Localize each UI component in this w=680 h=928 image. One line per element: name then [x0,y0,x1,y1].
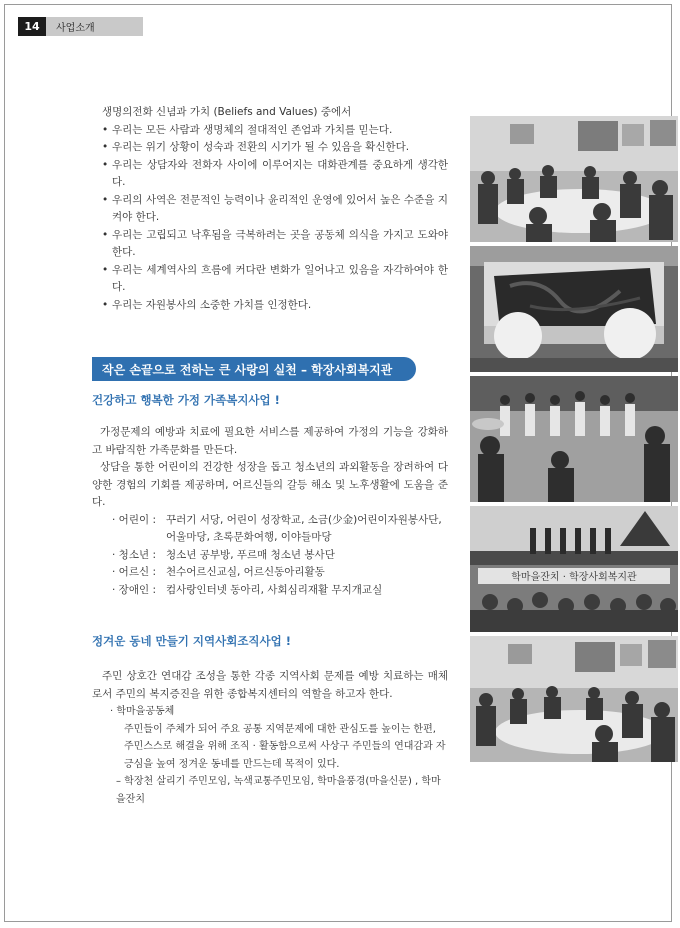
group-row [92,582,448,600]
photo-outdoor-group [470,376,678,502]
community-section [92,668,448,808]
section-banner: 작은 손끝으로 전하는 큰 사랑의 실천 – 학장사회복지관 [92,357,416,381]
family-section [92,424,448,599]
festival-banner-text: 학마을잔치 · 학장사회복지관 [511,572,637,583]
group-value: 꾸러기 서당, 어린이 성장학교, 소금(少金)어린이자원봉사단, 어울마당, 초록문화여행, 이야들마당 [166,513,442,543]
page-header [18,17,143,36]
photo-festival-stage [470,506,678,632]
family-para-1: 가정문제의 예방과 치료에 필요한 서비스를 제공하여 가정의 기능을 강화하고 바람직한 가족문화를 만든다. [92,426,448,456]
community-activities: – 학장천 살리기 주민모임, 녹색교통주민모임, 학마을풍경(마을신문) , 학마을잔치 [116,776,441,805]
group-label: · 장애인 : [112,583,156,596]
group-value: 천수어르신교실, 어르신동아리활동 [166,566,325,578]
group-value: 컴사랑인터넷 동아리, 사회심리재활 무지개교실 [166,583,383,596]
group-label: · 어린이 : [112,513,156,526]
group-label: · 청소년 : [112,548,156,561]
community-sub-body: 주민들이 주체가 되어 주요 공통 지역문제에 대한 관심도를 높이는 한편, 주민스스로 해결을 위해 조직 · 활동함으로써 사상구 주민들의 연대감과 자긍심을 높여 정겨운 동네를 만드는데 목적이 있다. [124,723,446,770]
photo-meeting-room [470,116,678,242]
photo-community-meeting [470,636,678,762]
values-intro: 생명의전화 신념과 가치 (Beliefs and Values) 중에서 [102,106,352,118]
community-para-1: 주민 상호간 연대감 조성을 통한 각종 지역사회 문제를 예방 치료하는 매체로서 주민의 복지증진을 위한 종합복지센터의 역할을 하고자 한다. [92,670,448,700]
list-item: • 우리는 위기 상황이 성숙과 전환의 시기가 될 수 있음을 확신한다. [92,139,448,157]
values-section [92,104,448,314]
list-item: • 우리는 상담자와 전화자 사이에 이루어지는 대화관계를 중요하게 생각한다. [92,157,448,192]
list-item: • 우리는 고립되고 낙후됨을 극복하려는 곳을 공동체 의식을 가지고 도와야 한다. [92,227,448,262]
group-label: · 어르신 : [112,566,156,578]
values-list [92,122,448,315]
group-row [92,547,448,565]
list-item: • 우리는 자원봉사의 소중한 가치를 인정한다. [92,297,448,315]
list-item: • 우리의 사역은 전문적인 능력이나 윤리적인 운영에 있어서 높은 수준을 지켜야 한다. [92,192,448,227]
list-item: • 우리는 세계역사의 흐름에 커다란 변화가 일어나고 있음을 자각하여야 한다. [92,262,448,297]
group-row [92,512,448,547]
family-para-2: 상담을 통한 어린이의 건강한 성장을 돕고 청소년의 과외활동을 장려하여 다양한 경험의 기회를 제공하며, 어르신들의 갈등 해소 및 노후생활에 도움을 준다. [92,461,448,508]
section-title: 사업소개 [46,17,143,36]
community-heading: 정겨운 동네 만들기 지역사회조직사업 ! [92,634,292,648]
photo-drawing-car [470,246,678,372]
list-item: • 우리는 모든 사람과 생명체의 절대적인 존엄과 가치를 믿는다. [92,122,448,140]
page-number: 14 [18,17,46,36]
community-sub-bullet: · 학마을공동체 [110,706,175,717]
family-heading: 건강하고 행복한 가정 가족복지사업 ! [92,393,280,407]
group-value: 청소년 공부방, 푸르매 청소년 봉사단 [166,548,335,561]
group-row [92,564,448,582]
